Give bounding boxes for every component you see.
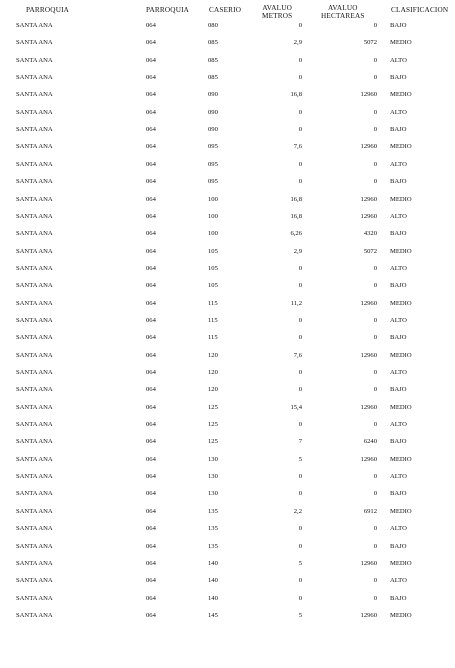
cell-parroquia-name: SANTA ANA bbox=[16, 334, 53, 342]
cell-clasificacion: ALTO bbox=[390, 212, 407, 220]
cell-avaluo-hectareas: 0 bbox=[373, 178, 377, 186]
cell-parroquia-code: 064 bbox=[146, 386, 156, 394]
cell-avaluo-hectareas: 0 bbox=[373, 386, 377, 394]
cell-parroquia-code: 064 bbox=[146, 334, 156, 342]
table-row bbox=[0, 490, 455, 508]
cell-avaluo-metros: 7,6 bbox=[293, 143, 302, 151]
cell-avaluo-metros: 0 bbox=[298, 490, 302, 498]
cell-clasificacion: ALTO bbox=[390, 421, 407, 429]
cell-avaluo-hectareas: 12960 bbox=[360, 91, 377, 99]
cell-parroquia-name: SANTA ANA bbox=[16, 160, 53, 168]
cell-avaluo-hectareas: 0 bbox=[373, 594, 377, 602]
header-avaluo-hectareas-line2: HECTAREAS bbox=[321, 12, 365, 20]
table-row bbox=[0, 404, 455, 422]
cell-caserio: 100 bbox=[208, 212, 218, 220]
table-row bbox=[0, 560, 455, 578]
cell-avaluo-metros: 0 bbox=[298, 178, 302, 186]
cell-clasificacion: BAJO bbox=[390, 178, 407, 186]
cell-avaluo-metros: 2,9 bbox=[293, 247, 302, 255]
cell-parroquia-code: 064 bbox=[146, 594, 156, 602]
cell-parroquia-name: SANTA ANA bbox=[16, 195, 53, 203]
cell-avaluo-hectareas: 0 bbox=[373, 264, 377, 272]
cell-caserio: 105 bbox=[208, 247, 218, 255]
cell-avaluo-hectareas: 0 bbox=[373, 74, 377, 82]
cell-clasificacion: MEDIO bbox=[390, 559, 412, 567]
cell-clasificacion: ALTO bbox=[390, 56, 407, 64]
cell-parroquia-code: 064 bbox=[146, 316, 156, 324]
cell-clasificacion: MEDIO bbox=[390, 143, 412, 151]
cell-parroquia-name: SANTA ANA bbox=[16, 577, 53, 585]
cell-caserio: 140 bbox=[208, 559, 218, 567]
cell-avaluo-metros: 0 bbox=[298, 56, 302, 64]
cell-parroquia-name: SANTA ANA bbox=[16, 212, 53, 220]
cell-parroquia-name: SANTA ANA bbox=[16, 56, 53, 64]
table-row bbox=[0, 265, 455, 283]
cell-clasificacion: MEDIO bbox=[390, 247, 412, 255]
cell-parroquia-code: 064 bbox=[146, 577, 156, 585]
cell-avaluo-hectareas: 12960 bbox=[360, 212, 377, 220]
cell-parroquia-name: SANTA ANA bbox=[16, 507, 53, 515]
cell-caserio: 115 bbox=[208, 316, 218, 324]
header-avaluo-metros-line2: METROS bbox=[262, 12, 293, 20]
header-avaluo-hectareas-line1: AVALUO bbox=[327, 4, 358, 12]
cell-clasificacion: BAJO bbox=[390, 282, 407, 290]
cell-parroquia-name: SANTA ANA bbox=[16, 178, 53, 186]
table-row bbox=[0, 248, 455, 266]
cell-parroquia-code: 064 bbox=[146, 473, 156, 481]
cell-parroquia-name: SANTA ANA bbox=[16, 22, 53, 29]
cell-caserio: 085 bbox=[208, 74, 218, 82]
cell-avaluo-hectareas: 0 bbox=[373, 108, 377, 116]
table-row bbox=[0, 525, 455, 543]
cell-caserio: 115 bbox=[208, 299, 218, 307]
cell-avaluo-hectareas: 0 bbox=[373, 22, 377, 29]
cell-avaluo-hectareas: 12960 bbox=[360, 455, 377, 463]
cell-clasificacion: BAJO bbox=[390, 126, 407, 134]
cell-parroquia-name: SANTA ANA bbox=[16, 74, 53, 82]
cell-parroquia-name: SANTA ANA bbox=[16, 299, 53, 307]
cell-caserio: 130 bbox=[208, 455, 218, 463]
cell-avaluo-hectareas: 5072 bbox=[363, 247, 377, 255]
cell-avaluo-metros: 0 bbox=[298, 74, 302, 82]
cell-parroquia-code: 064 bbox=[146, 421, 156, 429]
cell-avaluo-metros: 0 bbox=[298, 264, 302, 272]
cell-avaluo-hectareas: 12960 bbox=[360, 611, 377, 619]
cell-avaluo-hectareas: 0 bbox=[373, 421, 377, 429]
header-avaluo-metros-line1: AVALUO bbox=[262, 4, 293, 12]
cell-caserio: 120 bbox=[208, 369, 218, 376]
cell-caserio: 100 bbox=[208, 230, 218, 238]
table-row bbox=[0, 74, 455, 92]
header-parroquia-name: PARROQUIA bbox=[26, 6, 70, 14]
table-row bbox=[0, 317, 455, 335]
cell-parroquia-name: SANTA ANA bbox=[16, 282, 53, 290]
table-row bbox=[0, 57, 455, 75]
table-row bbox=[0, 22, 455, 40]
cell-parroquia-name: SANTA ANA bbox=[16, 525, 53, 533]
cell-avaluo-metros: 0 bbox=[298, 282, 302, 290]
cell-clasificacion: BAJO bbox=[390, 542, 407, 550]
cell-parroquia-code: 064 bbox=[146, 74, 156, 82]
cell-avaluo-hectareas: 0 bbox=[373, 490, 377, 498]
cell-parroquia-name: SANTA ANA bbox=[16, 473, 53, 481]
cell-clasificacion: ALTO bbox=[390, 316, 407, 324]
cell-parroquia-name: SANTA ANA bbox=[16, 611, 53, 619]
cell-clasificacion: MEDIO bbox=[390, 403, 412, 411]
cell-avaluo-metros: 5 bbox=[298, 611, 302, 619]
cell-parroquia-name: SANTA ANA bbox=[16, 542, 53, 550]
table-row bbox=[0, 196, 455, 214]
cell-parroquia-code: 064 bbox=[146, 403, 156, 411]
cell-clasificacion: BAJO bbox=[390, 334, 407, 342]
cell-parroquia-code: 064 bbox=[146, 212, 156, 220]
table-row bbox=[0, 508, 455, 526]
cell-parroquia-name: SANTA ANA bbox=[16, 369, 53, 376]
table-row bbox=[0, 282, 455, 300]
cell-clasificacion: BAJO bbox=[390, 490, 407, 498]
cell-caserio: 140 bbox=[208, 594, 218, 602]
cell-parroquia-name: SANTA ANA bbox=[16, 455, 53, 463]
cell-parroquia-name: SANTA ANA bbox=[16, 490, 53, 498]
cell-avaluo-metros: 16,8 bbox=[290, 212, 302, 220]
cell-parroquia-code: 064 bbox=[146, 299, 156, 307]
cell-caserio: 100 bbox=[208, 195, 218, 203]
cell-clasificacion: MEDIO bbox=[390, 39, 412, 47]
cell-clasificacion: ALTO bbox=[390, 473, 407, 481]
cell-avaluo-hectareas: 0 bbox=[373, 473, 377, 481]
cell-caserio: 085 bbox=[208, 39, 218, 47]
cell-avaluo-metros: 7,6 bbox=[293, 351, 302, 359]
cell-clasificacion: MEDIO bbox=[390, 91, 412, 99]
table-row bbox=[0, 386, 455, 404]
table-row bbox=[0, 473, 455, 491]
cell-avaluo-hectareas: 0 bbox=[373, 334, 377, 342]
cell-caserio: 090 bbox=[208, 126, 218, 134]
cell-clasificacion: ALTO bbox=[390, 264, 407, 272]
cell-avaluo-metros: 0 bbox=[298, 594, 302, 602]
table-row bbox=[0, 178, 455, 196]
cell-parroquia-code: 064 bbox=[146, 56, 156, 64]
cell-parroquia-name: SANTA ANA bbox=[16, 247, 53, 255]
cell-avaluo-hectareas: 4320 bbox=[363, 230, 377, 238]
cell-caserio: 105 bbox=[208, 264, 218, 272]
cell-caserio: 095 bbox=[208, 160, 218, 168]
cell-clasificacion: BAJO bbox=[390, 230, 407, 238]
cell-clasificacion: BAJO bbox=[390, 438, 407, 446]
table-row bbox=[0, 612, 455, 630]
cell-parroquia-code: 064 bbox=[146, 178, 156, 186]
cell-parroquia-code: 064 bbox=[146, 282, 156, 290]
cell-avaluo-metros: 0 bbox=[298, 334, 302, 342]
cell-caserio: 125 bbox=[208, 438, 218, 446]
cell-parroquia-name: SANTA ANA bbox=[16, 421, 53, 429]
cell-parroquia-code: 064 bbox=[146, 230, 156, 238]
cell-avaluo-metros: 0 bbox=[298, 577, 302, 585]
cell-avaluo-hectareas: 0 bbox=[373, 542, 377, 550]
cell-parroquia-name: SANTA ANA bbox=[16, 438, 53, 446]
cell-avaluo-hectareas: 0 bbox=[373, 577, 377, 585]
cell-parroquia-name: SANTA ANA bbox=[16, 91, 53, 99]
cell-parroquia-name: SANTA ANA bbox=[16, 316, 53, 324]
cell-avaluo-metros: 0 bbox=[298, 421, 302, 429]
cell-parroquia-name: SANTA ANA bbox=[16, 351, 53, 359]
cell-avaluo-metros: 2,2 bbox=[293, 507, 302, 515]
cell-parroquia-code: 064 bbox=[146, 455, 156, 463]
cell-parroquia-name: SANTA ANA bbox=[16, 143, 53, 151]
table-row bbox=[0, 39, 455, 57]
table-row bbox=[0, 300, 455, 318]
cell-caserio: 120 bbox=[208, 351, 218, 359]
cell-clasificacion: ALTO bbox=[390, 525, 407, 533]
cell-caserio: 095 bbox=[208, 143, 218, 151]
table-row bbox=[0, 369, 455, 387]
cell-avaluo-hectareas: 0 bbox=[373, 369, 377, 376]
header-avaluo-metros bbox=[262, 4, 292, 20]
table-row bbox=[0, 161, 455, 179]
cell-avaluo-hectareas: 0 bbox=[373, 126, 377, 134]
cell-avaluo-metros: 5 bbox=[298, 559, 302, 567]
table-row bbox=[0, 352, 455, 370]
cell-avaluo-metros: 15,4 bbox=[290, 403, 302, 411]
cell-avaluo-metros: 0 bbox=[298, 386, 302, 394]
cell-caserio: 130 bbox=[208, 490, 218, 498]
cell-avaluo-metros: 0 bbox=[298, 22, 302, 29]
cell-avaluo-metros: 7 bbox=[298, 438, 302, 446]
cell-avaluo-hectareas: 0 bbox=[373, 282, 377, 290]
cell-caserio: 095 bbox=[208, 178, 218, 186]
cell-parroquia-name: SANTA ANA bbox=[16, 264, 53, 272]
cell-parroquia-name: SANTA ANA bbox=[16, 403, 53, 411]
cell-avaluo-hectareas: 12960 bbox=[360, 299, 377, 307]
cell-parroquia-name: SANTA ANA bbox=[16, 386, 53, 394]
cell-avaluo-metros: 0 bbox=[298, 160, 302, 168]
cell-clasificacion: MEDIO bbox=[390, 299, 412, 307]
cell-parroquia-code: 064 bbox=[146, 369, 156, 376]
cell-caserio: 135 bbox=[208, 507, 218, 515]
cell-parroquia-name: SANTA ANA bbox=[16, 126, 53, 134]
cell-parroquia-code: 064 bbox=[146, 351, 156, 359]
cell-parroquia-code: 064 bbox=[146, 559, 156, 567]
cell-avaluo-hectareas: 12960 bbox=[360, 403, 377, 411]
cell-avaluo-metros: 0 bbox=[298, 108, 302, 116]
table-row bbox=[0, 543, 455, 561]
cell-caserio: 090 bbox=[208, 91, 218, 99]
cell-clasificacion: BAJO bbox=[390, 386, 407, 394]
header-clasificacion: CLASIFICACION bbox=[391, 6, 449, 14]
cell-avaluo-hectareas: 5072 bbox=[363, 39, 377, 47]
cell-clasificacion: ALTO bbox=[390, 108, 407, 116]
cell-parroquia-code: 064 bbox=[146, 490, 156, 498]
cell-caserio: 105 bbox=[208, 282, 218, 290]
table-row bbox=[0, 577, 455, 595]
cell-avaluo-hectareas: 12960 bbox=[360, 559, 377, 567]
cell-clasificacion: MEDIO bbox=[390, 351, 412, 359]
cell-avaluo-hectareas: 0 bbox=[373, 160, 377, 168]
cell-caserio: 140 bbox=[208, 577, 218, 585]
cell-avaluo-metros: 6,26 bbox=[290, 230, 302, 238]
cell-parroquia-code: 064 bbox=[146, 542, 156, 550]
table-row bbox=[0, 91, 455, 109]
cell-avaluo-metros: 5 bbox=[298, 455, 302, 463]
cell-avaluo-metros: 0 bbox=[298, 316, 302, 324]
cell-avaluo-metros: 0 bbox=[298, 542, 302, 550]
cell-clasificacion: BAJO bbox=[390, 22, 407, 29]
cell-caserio: 125 bbox=[208, 403, 218, 411]
table-row bbox=[0, 438, 455, 456]
cell-parroquia-name: SANTA ANA bbox=[16, 108, 53, 116]
cell-parroquia-code: 064 bbox=[146, 39, 156, 47]
cell-clasificacion: MEDIO bbox=[390, 455, 412, 463]
cell-caserio: 145 bbox=[208, 611, 218, 619]
cell-avaluo-metros: 16,8 bbox=[290, 91, 302, 99]
cell-parroquia-code: 064 bbox=[146, 126, 156, 134]
table-row bbox=[0, 126, 455, 144]
header-avaluo-hectareas bbox=[321, 4, 365, 20]
cell-caserio: 135 bbox=[208, 525, 218, 533]
cell-avaluo-hectareas: 0 bbox=[373, 525, 377, 533]
cell-avaluo-metros: 0 bbox=[298, 525, 302, 533]
table-row bbox=[0, 143, 455, 161]
cell-clasificacion: BAJO bbox=[390, 74, 407, 82]
cell-avaluo-hectareas: 6912 bbox=[363, 507, 377, 515]
cell-avaluo-metros: 0 bbox=[298, 369, 302, 376]
cell-clasificacion: ALTO bbox=[390, 160, 407, 168]
cell-avaluo-hectareas: 0 bbox=[373, 56, 377, 64]
cell-parroquia-name: SANTA ANA bbox=[16, 559, 53, 567]
cell-parroquia-code: 064 bbox=[146, 91, 156, 99]
cell-parroquia-code: 064 bbox=[146, 195, 156, 203]
cell-avaluo-metros: 16,8 bbox=[290, 195, 302, 203]
table-row bbox=[0, 421, 455, 439]
table-row bbox=[0, 230, 455, 248]
cell-parroquia-code: 064 bbox=[146, 143, 156, 151]
header-caserio: CASERIO bbox=[209, 6, 242, 14]
cell-caserio: 085 bbox=[208, 56, 218, 64]
header-parroquia-code: PARROQUIA bbox=[146, 6, 190, 14]
cell-avaluo-metros: 2,9 bbox=[293, 39, 302, 47]
cell-parroquia-code: 064 bbox=[146, 247, 156, 255]
cell-caserio: 090 bbox=[208, 108, 218, 116]
cell-parroquia-code: 064 bbox=[146, 525, 156, 533]
cell-avaluo-hectareas: 12960 bbox=[360, 143, 377, 151]
cell-parroquia-code: 064 bbox=[146, 108, 156, 116]
cell-avaluo-hectareas: 12960 bbox=[360, 195, 377, 203]
cell-parroquia-name: SANTA ANA bbox=[16, 39, 53, 47]
cell-parroquia-code: 064 bbox=[146, 438, 156, 446]
table-row bbox=[0, 213, 455, 231]
table-row bbox=[0, 456, 455, 474]
table-row bbox=[0, 595, 455, 613]
cell-avaluo-hectareas: 12960 bbox=[360, 351, 377, 359]
cell-clasificacion: ALTO bbox=[390, 369, 407, 376]
cell-caserio: 135 bbox=[208, 542, 218, 550]
cell-parroquia-code: 064 bbox=[146, 507, 156, 515]
table-row bbox=[0, 109, 455, 127]
cell-avaluo-hectareas: 0 bbox=[373, 316, 377, 324]
cell-parroquia-code: 064 bbox=[146, 611, 156, 619]
cell-caserio: 120 bbox=[208, 386, 218, 394]
cell-avaluo-hectareas: 6240 bbox=[363, 438, 377, 446]
cell-caserio: 130 bbox=[208, 473, 218, 481]
cell-avaluo-metros: 0 bbox=[298, 126, 302, 134]
cell-parroquia-code: 064 bbox=[146, 22, 156, 29]
table-row bbox=[0, 334, 455, 352]
cell-parroquia-code: 064 bbox=[146, 264, 156, 272]
cell-caserio: 080 bbox=[208, 22, 218, 29]
cell-clasificacion: MEDIO bbox=[390, 611, 412, 619]
cell-avaluo-metros: 11,2 bbox=[290, 299, 302, 307]
cell-clasificacion: ALTO bbox=[390, 577, 407, 585]
cell-caserio: 115 bbox=[208, 334, 218, 342]
cell-clasificacion: BAJO bbox=[390, 594, 407, 602]
cell-clasificacion: MEDIO bbox=[390, 195, 412, 203]
cell-avaluo-metros: 0 bbox=[298, 473, 302, 481]
cell-clasificacion: MEDIO bbox=[390, 507, 412, 515]
cell-caserio: 125 bbox=[208, 421, 218, 429]
cell-parroquia-name: SANTA ANA bbox=[16, 594, 53, 602]
cell-parroquia-code: 064 bbox=[146, 160, 156, 168]
cell-parroquia-name: SANTA ANA bbox=[16, 230, 53, 238]
